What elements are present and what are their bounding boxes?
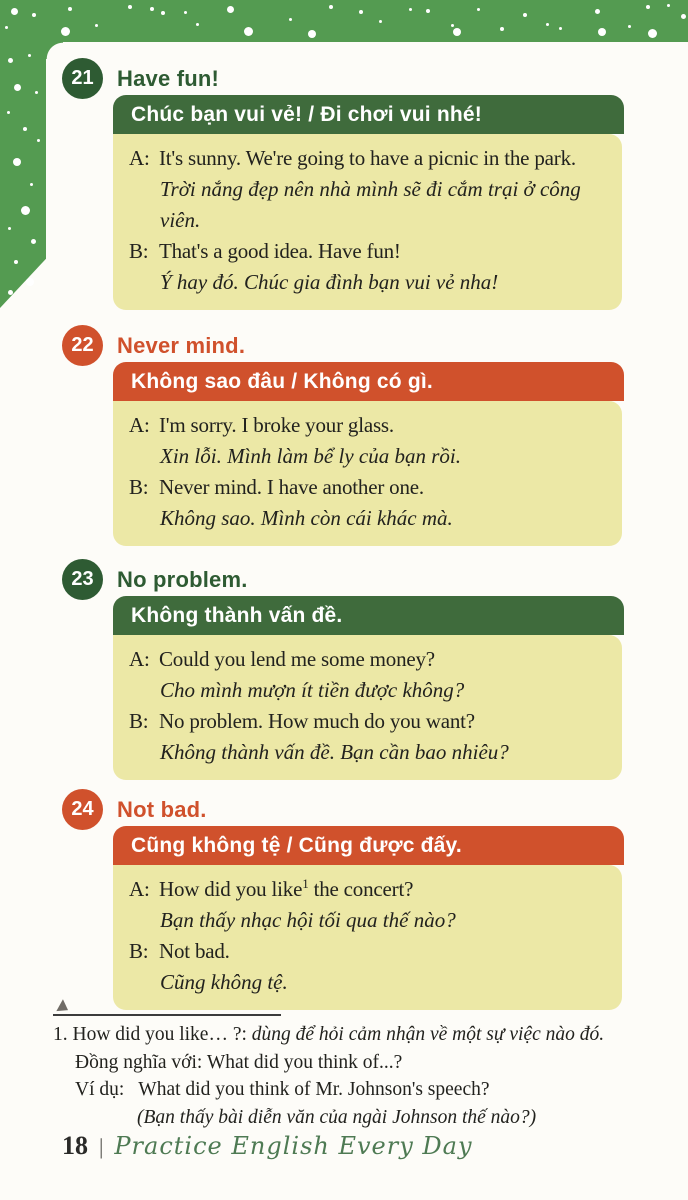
lesson-number-badge: 22 — [62, 325, 103, 366]
example-label: Ví dụ: — [75, 1079, 125, 1100]
example-sentence: What did you think of Mr. Johnson's speech? — [138, 1079, 490, 1100]
snow-dot — [11, 8, 18, 15]
snow-dot — [14, 260, 18, 264]
snow-dot — [227, 6, 234, 13]
lesson-number-badge: 21 — [62, 58, 103, 99]
snow-dot — [628, 25, 631, 28]
snow-dot — [595, 9, 600, 14]
dialogue-text: the concert? — [308, 877, 414, 901]
lesson-number-badge: 24 — [62, 789, 103, 830]
dialogue-body — [113, 865, 622, 1010]
dialogue-body — [113, 635, 622, 780]
dialogue-box — [113, 826, 624, 1010]
footnote — [53, 1014, 663, 1131]
lesson-heading — [62, 325, 245, 366]
lesson-heading — [62, 789, 207, 830]
footnote-term: 1. How did you like… ?: — [53, 1024, 252, 1045]
speaker-label: A: — [129, 413, 150, 437]
phrase-header: Không sao đâu / Không có gì. — [113, 362, 624, 401]
dialogue-text: No problem. How much do you want? — [159, 709, 475, 733]
dialogue-text: Could you lend me some money? — [159, 647, 435, 671]
snow-dot — [546, 23, 549, 26]
dialogue-box — [113, 596, 624, 780]
dialogue-text: How did you like — [159, 877, 303, 901]
snow-dot — [7, 111, 10, 114]
book-title: Practice English Every Day — [114, 1132, 473, 1160]
speaker-label: B: — [129, 475, 149, 499]
speaker-label: B: — [129, 239, 149, 263]
dialogue-line-en — [129, 236, 608, 267]
snow-dot — [648, 29, 657, 38]
dialogue-text: That's a good idea. Have fun! — [159, 239, 401, 263]
dialogue-body — [113, 134, 622, 310]
footnote-ref: 1 — [302, 876, 309, 891]
snow-dot — [35, 91, 38, 94]
snow-dot — [31, 239, 36, 244]
phrase-header: Chúc bạn vui vẻ! / Đi chơi vui nhé! — [113, 95, 624, 134]
lesson-title: Not bad. — [117, 796, 207, 822]
snow-dot — [453, 28, 461, 36]
footnote-example-translation: (Bạn thấy bài diễn văn của ngài Johnson thế nào?) — [137, 1106, 537, 1128]
footnote-example-line — [53, 1076, 663, 1104]
snow-dot — [13, 158, 21, 166]
snow-dot — [477, 8, 480, 11]
snow-dot — [184, 11, 187, 14]
left-border-band — [0, 0, 46, 308]
speaker-label: B: — [129, 709, 149, 733]
snow-dot — [23, 127, 27, 131]
dialogue-line-en — [129, 874, 608, 905]
dialogue-line-vi: Không sao. Mình còn cái khác mà. — [160, 506, 453, 530]
dialogue-line-vi: Xin lỗi. Mình làm bể ly của bạn rồi. — [160, 444, 461, 468]
dialogue-box — [113, 362, 624, 546]
speaker-label: A: — [129, 146, 150, 170]
speaker-label: A: — [129, 877, 150, 901]
snow-dot — [8, 58, 13, 63]
snow-dot — [244, 27, 253, 36]
speaker-label: A: — [129, 647, 150, 671]
snow-dot — [61, 27, 70, 36]
snow-dot — [28, 54, 31, 57]
dialogue-body — [113, 401, 622, 546]
lesson-number-badge: 23 — [62, 559, 103, 600]
snow-dot — [150, 7, 154, 11]
snow-dot — [8, 227, 11, 230]
snow-dot — [500, 27, 504, 31]
dialogue-line-en — [129, 936, 608, 967]
dialogue-line-vi: Cũng không tệ. — [160, 970, 288, 994]
dialogue-text: Never mind. I have another one. — [159, 475, 424, 499]
snow-dot — [409, 8, 412, 11]
lesson-title: Have fun! — [117, 65, 220, 91]
snow-dot — [26, 278, 34, 286]
dialogue-line-en — [129, 143, 608, 174]
snow-dot — [646, 5, 650, 9]
dialogue-line-vi: Ý hay đó. Chúc gia đình bạn vui vẻ nha! — [160, 270, 499, 294]
snow-dot — [667, 4, 670, 7]
snow-dot — [161, 11, 165, 15]
dialogue-line-en — [129, 410, 608, 441]
page-footer — [62, 1131, 473, 1161]
dialogue-text: I'm sorry. I broke your glass. — [159, 413, 394, 437]
dialogue-line-en — [129, 644, 608, 675]
dialogue-text: Not bad. — [159, 939, 230, 963]
snow-dot — [308, 30, 316, 38]
snow-dot — [559, 27, 562, 30]
phrase-header: Cũng không tệ / Cũng được đấy. — [113, 826, 624, 865]
page-corner-notch — [46, 42, 63, 59]
snow-dot — [681, 14, 686, 19]
footer-separator: | — [99, 1134, 104, 1159]
snow-dot — [598, 28, 606, 36]
snow-dot — [68, 7, 72, 11]
snow-dot — [37, 139, 40, 142]
snow-dot — [32, 13, 36, 17]
lesson-heading — [62, 58, 219, 99]
snow-dot — [523, 13, 527, 17]
speaker-label: B: — [129, 939, 149, 963]
dialogue-line-en — [129, 706, 608, 737]
footnote-rule — [53, 1014, 281, 1016]
ink-mark — [53, 999, 68, 1015]
snow-dot — [426, 9, 430, 13]
dialogue-line-vi: Không thành vấn đề. Bạn cần bao nhiêu? — [160, 740, 509, 764]
dialogue-text: It's sunny. We're going to have a picnic in the park. — [159, 146, 576, 170]
phrase-header: Không thành vấn đề. — [113, 596, 624, 635]
dialogue-box — [113, 95, 624, 310]
dialogue-line-vi: Trời nắng đẹp nên nhà mình sẽ đi cắm trại ở công viên. — [160, 177, 581, 232]
lesson-title: Never mind. — [117, 332, 246, 358]
snow-dot — [30, 183, 33, 186]
footnote-definition: dùng để hỏi cảm nhận về một sự việc nào đó. — [251, 1024, 605, 1045]
snow-dot — [8, 290, 13, 295]
snow-dot — [289, 18, 292, 21]
footnote-synonym-line: Đồng nghĩa với: What did you think of...? — [75, 1051, 403, 1073]
dialogue-line-vi: Bạn thấy nhạc hội tối qua thế nào? — [160, 908, 456, 932]
snow-dot — [196, 23, 199, 26]
snow-dot — [14, 84, 21, 91]
snow-dot — [95, 24, 98, 27]
snow-dot — [128, 5, 132, 9]
snow-dot — [359, 10, 363, 14]
dialogue-line-vi: Cho mình mượn ít tiền được không? — [160, 678, 465, 702]
snow-dot — [451, 24, 454, 27]
lesson-heading — [62, 559, 248, 600]
snow-dot — [379, 20, 382, 23]
top-border-band — [0, 0, 688, 42]
footnote-definition-line — [53, 1021, 663, 1049]
snow-dot — [21, 206, 30, 215]
lesson-title: No problem. — [117, 566, 248, 592]
dialogue-line-en — [129, 472, 608, 503]
snow-dot — [5, 26, 8, 29]
snow-dot — [329, 5, 333, 9]
page-number: 18 — [62, 1131, 88, 1160]
